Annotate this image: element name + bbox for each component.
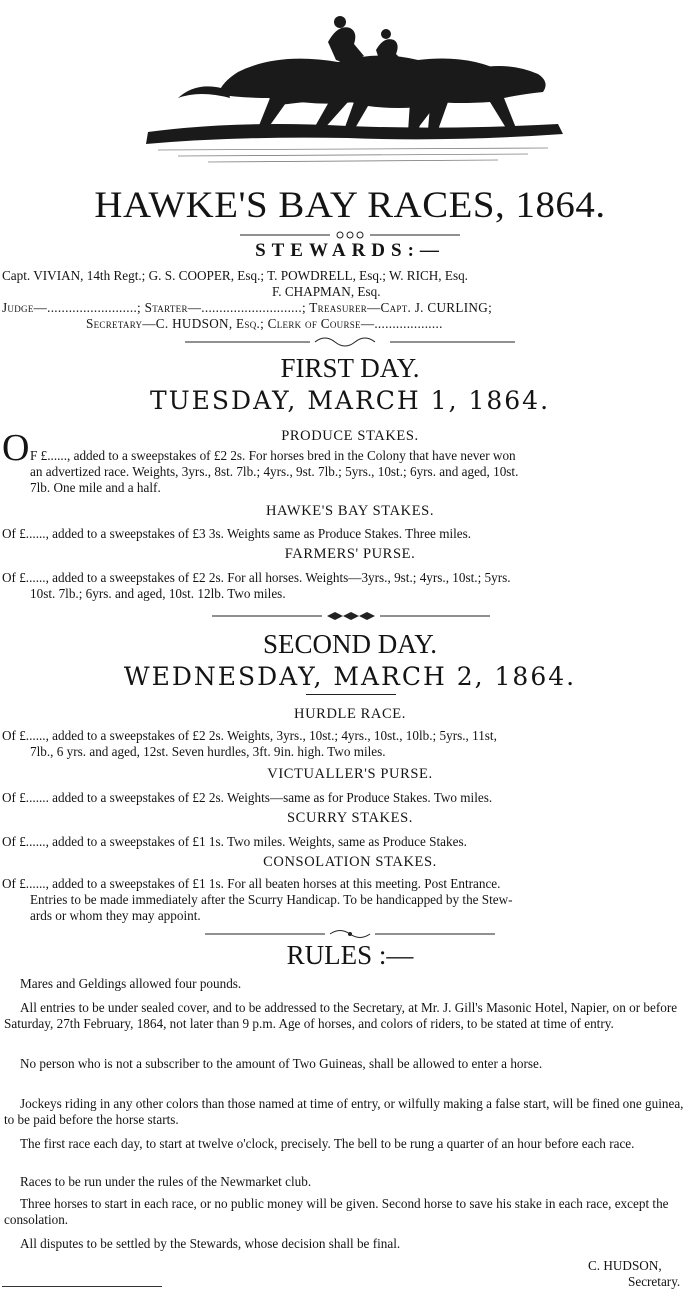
rules-heading: RULES :—	[286, 940, 414, 970]
rule-item: All entries to be under sealed cover, and to be addressed to the Secretary, at Mr. J. Gill's Masonic Hotel, Napier, on or before Saturday, 27th February, 1864, not later than 9 p.m. Age of horses, and colors of riders, to be stated at time of entry.	[4, 1000, 678, 1031]
ornament-divider	[240, 230, 460, 240]
rule-line	[306, 694, 396, 695]
first-day-date: TUESDAY, MARCH 1, 1864.	[149, 386, 551, 415]
officials-line: Judge—.........................; Starter—............................; Treasurer—Capt. J. CURLING;	[2, 300, 493, 315]
second-day-heading: SECOND DAY.	[262, 629, 438, 659]
race-text: ards or whom they may appoint.	[30, 908, 201, 923]
race-text: F £......, added to a sweepstakes of £2 2s. For horses bred in the Colony that have never won	[30, 448, 516, 463]
race-text: Entries to be made immediately after the Scurry Handicap. To be handicapped by the Stew-	[30, 892, 513, 907]
race-name: PRODUCE STAKES.	[281, 428, 419, 444]
stewards-line: Capt. VIVIAN, 14th Regt.; G. S. COOPER, Esq.; T. POWDRELL, Esq.; W. RICH, Esq.	[2, 268, 468, 283]
rule-item: Three horses to start in each race, or no public money will be given. Second horse to save his stake in each race, except the consolation.	[4, 1196, 669, 1227]
rule-item: Jockeys riding in any other colors than those named at time of entry, or wilfully making a false start, will be fined one guinea, to be paid before the horse starts.	[4, 1096, 684, 1127]
drop-cap: O	[2, 427, 30, 469]
racehorses-illustration	[118, 2, 588, 182]
footer-rule	[2, 1286, 162, 1287]
stewards-heading: STEWARDS:—	[255, 240, 445, 261]
rule-item: The first race each day, to start at twelve o'clock, precisely. The bell to be rung a quarter of an hour before each race.	[20, 1136, 635, 1151]
rule-item: Mares and Geldings allowed four pounds.	[20, 976, 242, 991]
rule-item: No person who is not a subscriber to the amount of Two Guineas, shall be allowed to enter a horse.	[20, 1056, 543, 1071]
ornament-divider	[185, 336, 515, 348]
race-text: 7lb., 6 yrs. and aged, 12st. Seven hurdles, 3ft. 9in. high. Two miles.	[30, 744, 386, 759]
signature-name: C. HUDSON,	[588, 1258, 662, 1273]
rule-item: Races to be run under the rules of the Newmarket club.	[20, 1174, 312, 1189]
first-day-heading: FIRST DAY.	[280, 353, 420, 383]
poster-title: HAWKE'S BAY RACES, 1864.	[94, 185, 606, 226]
race-text: Of £......, added to a sweepstakes of £3 3s. Weights same as Produce Stakes. Three miles.	[2, 526, 472, 541]
ornament-divider	[212, 610, 490, 622]
signature-title: Secretary.	[628, 1274, 681, 1289]
race-text: 7lb. One mile and a half.	[30, 480, 161, 495]
race-text: Of £....... added to a sweepstakes of £2 2s. Weights—same as for Produce Stakes. Two miles.	[2, 790, 493, 805]
race-name: FARMERS' PURSE.	[284, 546, 416, 562]
second-day-date: WEDNESDAY, MARCH 2, 1864.	[123, 662, 577, 691]
race-name: CONSOLATION STAKES.	[263, 854, 437, 870]
race-text: Of £......, added to a sweepstakes of £2 2s. Weights, 3yrs., 10st.; 4yrs., 10st., 10lb.; 5yrs., 11st,	[2, 728, 497, 743]
rule-item: All disputes to be settled by the Stewards, whose decision shall be final.	[20, 1236, 401, 1251]
race-name: SCURRY STAKES.	[287, 810, 413, 826]
race-text: 10st. 7lb.; 6yrs. and aged, 10st. 12lb. Two miles.	[30, 586, 286, 601]
race-text: Of £......, added to a sweepstakes of £2 2s. For all horses. Weights—3yrs., 9st.; 4yrs., 10st.; 5yrs.	[2, 570, 511, 585]
race-name: HURDLE RACE.	[294, 706, 406, 722]
race-name: VICTUALLER'S PURSE.	[267, 766, 433, 782]
race-text: Of £......, added to a sweepstakes of £1 1s. Two miles. Weights, same as Produce Stakes.	[2, 834, 467, 849]
race-name: HAWKE'S BAY STAKES.	[265, 503, 435, 519]
stewards-line: F. CHAPMAN, Esq.	[272, 284, 381, 299]
officials-line: Secretary—C. HUDSON, Esq.; Clerk of Course—...................	[86, 316, 443, 331]
race-text: an advertized race. Weights, 3yrs., 8st. 7lb.; 4yrs., 9st. 7lb.; 5yrs., 10st.; 6yrs. and aged, 10st.	[30, 464, 519, 479]
race-text: Of £......, added to a sweepstakes of £1 1s. For all beaten horses at this meeting. Post Entrance.	[2, 876, 501, 891]
